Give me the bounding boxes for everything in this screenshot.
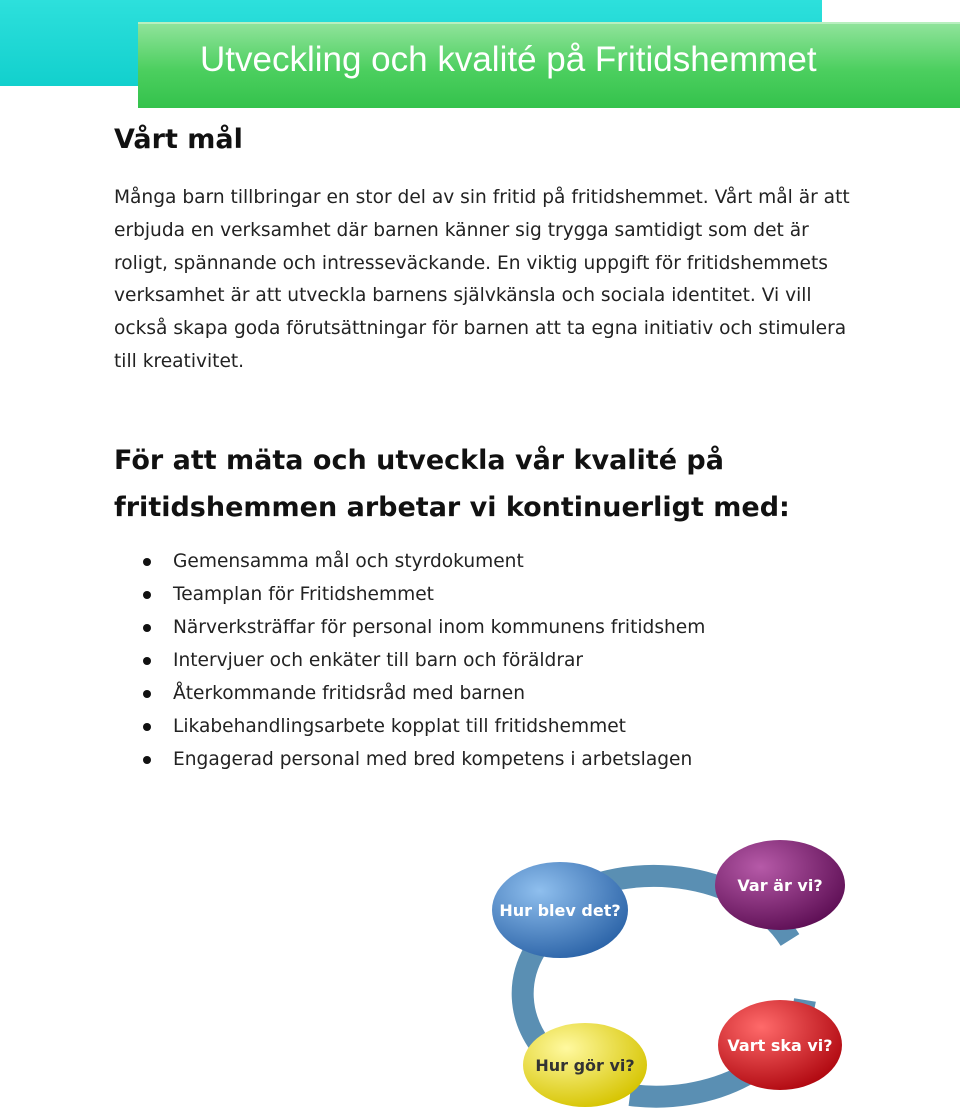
document-title: Utveckling och kvalité på Fritidshemmet <box>200 40 817 79</box>
list-item <box>140 578 705 611</box>
list-item-text: Närverksträffar för personal inom kommunens fritidshem <box>173 617 706 638</box>
step-hur-blev-det <box>492 862 628 958</box>
list-item <box>140 677 705 710</box>
list-item-text: Likabehandlingsarbete kopplat till fritidshemmet <box>173 716 626 737</box>
step-hur-gor-vi <box>523 1023 647 1107</box>
quality-cycle-diagram <box>480 830 860 1110</box>
quality-heading: För att mäta och utveckla vår kvalité på fritidshemmen arbetar vi kontinuerligt med: <box>114 445 790 523</box>
bullet-icon <box>143 591 151 599</box>
quality-list <box>140 545 705 776</box>
list-item-text: Teamplan för Fritidshemmet <box>173 584 434 605</box>
list-item <box>140 710 705 743</box>
step-label: Hur blev det? <box>499 901 621 920</box>
bullet-icon <box>143 657 151 665</box>
list-item-text: Intervjuer och enkäter till barn och föräldrar <box>173 650 584 671</box>
list-item-text: Återkommande fritidsråd med barnen <box>173 683 525 704</box>
list-item <box>140 743 705 776</box>
list-item-text: Engagerad personal med bred kompetens i arbetslagen <box>173 749 693 770</box>
bullet-icon <box>143 690 151 698</box>
list-item <box>140 644 705 677</box>
step-label: Hur gör vi? <box>535 1056 635 1075</box>
goal-paragraph: Många barn tillbringar en stor del av sin fritid på fritidshemmet. Vårt mål är att erbjuda en verksamhet där barnen känner sig trygga samtidigt som det är roligt, spännande och intresseväckande. En viktig uppgift för fritidshemmets verksamhet är att utveckla barnens självkänsla och sociala identitet. Vi vill också skapa goda förutsättningar för barnen att ta egna initiativ och stimulera till kreativitet. <box>114 187 850 372</box>
bullet-icon <box>143 723 151 731</box>
step-label: Var är vi? <box>737 876 823 895</box>
list-item-text: Gemensamma mål och styrdokument <box>173 551 524 572</box>
step-label: Vart ska vi? <box>727 1036 833 1055</box>
bullet-icon <box>143 558 151 566</box>
bullet-icon <box>143 624 151 632</box>
step-vart-ska-vi <box>718 1000 842 1090</box>
list-item <box>140 611 705 644</box>
list-item <box>140 545 705 578</box>
bullet-icon <box>143 756 151 764</box>
step-var-ar-vi <box>715 840 845 930</box>
goal-heading: Vårt mål <box>114 124 243 155</box>
